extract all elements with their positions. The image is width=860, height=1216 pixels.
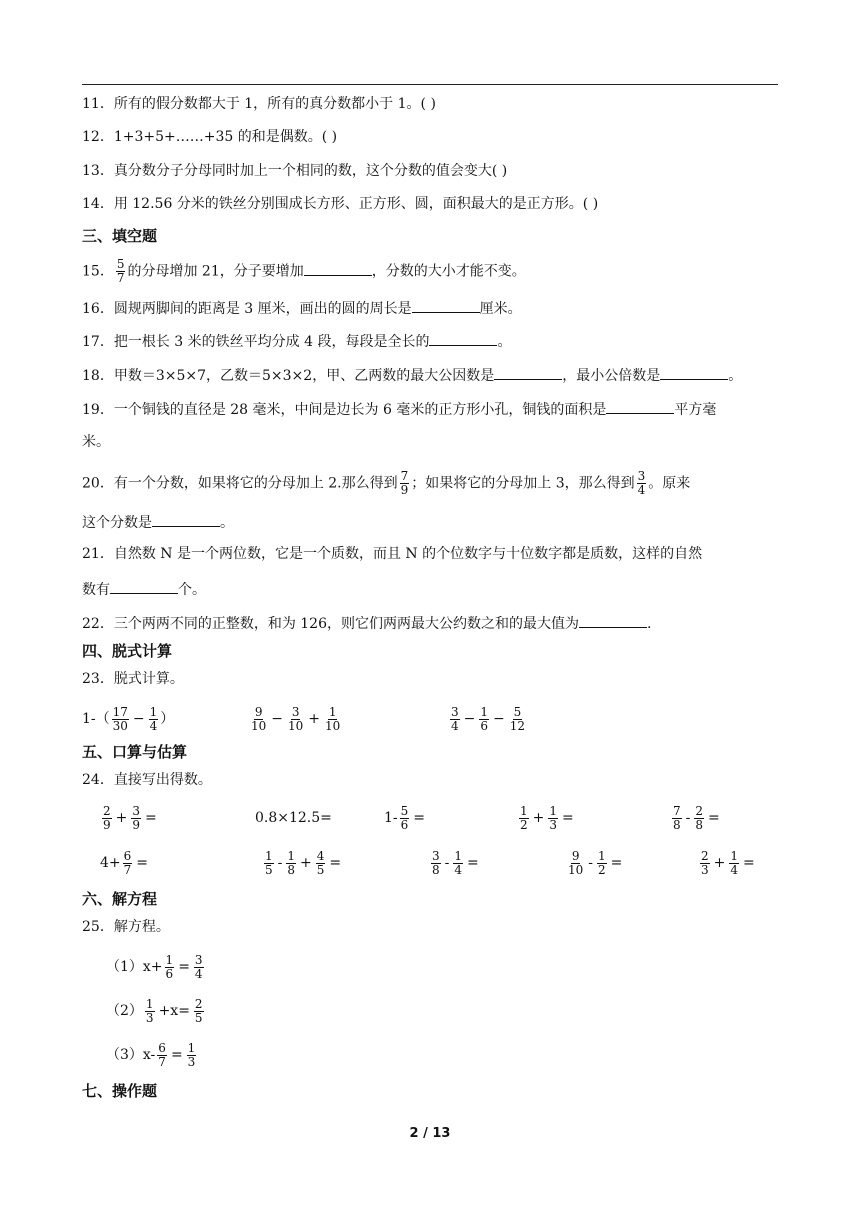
denominator: 5 (316, 862, 325, 877)
denominator: 4 (149, 718, 158, 733)
fraction (637, 470, 647, 497)
fraction (453, 850, 463, 877)
question-number: 21． (82, 546, 114, 562)
question-text: 。 (728, 368, 743, 384)
question-text: 一个铜钱的直径是 28 毫米，中间是边长为 6 毫米的正方形小孔，铜钱的面积是 (113, 402, 607, 418)
section-heading-fill-blank: 三、填空题 (82, 227, 158, 245)
fraction (450, 706, 460, 733)
fraction (102, 805, 112, 832)
answer-blank[interactable] (429, 330, 497, 346)
numerator: 1 (598, 848, 606, 863)
denominator: 3 (549, 817, 558, 832)
question-number: 22． (82, 616, 114, 632)
question-20 (82, 470, 690, 497)
question-text: 把一根长 3 米的铁丝平均分成 4 段，每段是全长的 (113, 334, 430, 350)
numerator: 9 (571, 848, 580, 863)
expr-text: （2） (106, 1003, 143, 1019)
question-text: 厘米。 (479, 301, 522, 317)
question-text: 圆规两脚间的距离是 3 厘米，画出的圆的周长是 (113, 301, 412, 317)
question-text: 。原来 (648, 475, 691, 492)
fraction (324, 706, 341, 733)
numerator: 5 (116, 257, 125, 271)
oral-item (384, 804, 427, 832)
operator: + (300, 855, 312, 871)
denominator: 3 (701, 862, 709, 877)
numerator: 6 (158, 1040, 166, 1055)
question-number: 18． (82, 368, 114, 384)
question-text: 。 (497, 334, 512, 350)
denominator: 10 (568, 862, 584, 877)
denominator: 4 (454, 862, 463, 877)
denominator: 10 (325, 718, 341, 733)
oral-item (517, 804, 576, 832)
question-text: 数有 (82, 582, 110, 598)
numerator: 2 (695, 803, 704, 818)
oral-item (429, 849, 481, 877)
fraction (264, 850, 274, 877)
numerator: 2 (194, 996, 203, 1011)
answer-blank[interactable] (152, 511, 220, 527)
fraction (149, 706, 159, 733)
question-22 (82, 612, 651, 634)
numerator: 3 (432, 848, 440, 863)
denominator: 9 (103, 817, 111, 832)
question-number: 25． (82, 919, 114, 935)
fraction (509, 706, 526, 733)
numerator: 6 (123, 848, 132, 863)
denominator: 30 (112, 718, 128, 733)
denominator: 3 (187, 1054, 196, 1069)
denominator: 3 (145, 1010, 154, 1025)
denominator: 7 (158, 1054, 166, 1069)
expr-text: ） (160, 711, 175, 727)
fraction (165, 954, 175, 981)
question-21-cont (82, 578, 206, 600)
operator: - (588, 855, 594, 871)
fraction (400, 805, 410, 832)
denominator: 9 (132, 817, 141, 832)
fraction (287, 706, 304, 733)
numerator: 4 (316, 848, 325, 863)
oral-item (565, 849, 624, 877)
fraction (116, 258, 126, 285)
denominator: 2 (598, 862, 606, 877)
answer-blank[interactable] (579, 612, 647, 628)
question-text: 平方毫 (674, 402, 717, 418)
question-text: 解方程。 (113, 919, 170, 935)
oral-item (100, 804, 159, 832)
denominator: 4 (194, 966, 203, 981)
fraction (548, 805, 558, 832)
denominator: 6 (480, 718, 489, 733)
numerator: 9 (254, 704, 263, 719)
operator: − (463, 711, 476, 727)
question-number: 16． (82, 301, 114, 317)
question-14 (82, 194, 598, 214)
numerator: 1 (165, 952, 174, 967)
expr-text: （1）x+ (106, 959, 163, 975)
answer-blank[interactable] (412, 297, 480, 313)
operator: = (413, 810, 426, 826)
operator: = (178, 959, 190, 975)
numerator: 17 (112, 704, 128, 719)
question-text: ；如果将它的分母加上 3，那么得到 (411, 475, 635, 492)
question-text: 自然数 N 是一个两位数，它是一个质数，而且 N 的个位数字与十位数字都是质数，这样的自然 (113, 546, 703, 562)
numerator: 5 (513, 704, 522, 719)
expr-text: 1- (384, 810, 398, 826)
denominator: 4 (637, 483, 646, 497)
operator: = (562, 810, 574, 826)
question-text: 直接写出得数。 (113, 772, 212, 788)
numerator: 1 (187, 1040, 196, 1055)
fraction (400, 470, 410, 497)
operator: − (132, 711, 145, 727)
numerator: 1 (549, 803, 558, 818)
numerator: 1 (480, 704, 489, 719)
question-20-cont (82, 511, 234, 533)
oral-item (100, 849, 150, 877)
question-number: 14． (82, 196, 114, 212)
fraction (250, 706, 267, 733)
question-23 (82, 669, 184, 689)
fraction (597, 850, 607, 877)
operator: + (115, 810, 128, 826)
fraction (145, 998, 155, 1025)
equation-1 (106, 953, 206, 981)
fraction (112, 706, 129, 733)
denominator: 9 (400, 483, 409, 497)
question-number: 11． (82, 96, 114, 112)
question-text: . (647, 616, 652, 632)
denominator: 12 (509, 718, 526, 733)
question-text: 有一个分数，如果将它的分母加上 2.那么得到 (113, 475, 398, 492)
question-text: 。 (220, 515, 234, 531)
question-text: ，最小公倍数是 (562, 368, 661, 384)
section-heading-step-calc: 四、脱式计算 (82, 642, 173, 660)
question-15 (82, 258, 526, 285)
section-heading-oral-calc: 五、口算与估算 (82, 743, 188, 761)
numerator: 2 (103, 803, 111, 818)
equation-3 (106, 1041, 198, 1069)
question-number: 20． (82, 475, 114, 492)
question-text: 这个分数是 (82, 515, 152, 531)
operator: = (170, 1047, 183, 1063)
answer-blank[interactable] (494, 364, 562, 380)
operator: − (271, 711, 284, 727)
answer-blank[interactable] (110, 578, 178, 594)
answer-blank[interactable] (660, 364, 728, 380)
fraction (194, 998, 204, 1025)
question-12 (82, 127, 337, 147)
denominator: 4 (730, 862, 739, 877)
question-number: 17． (82, 334, 114, 350)
numerator: 1 (145, 996, 154, 1011)
question-text: 甲数＝3×5×7，乙数＝5×3×2，甲、乙两数的最大公因数是 (113, 368, 495, 384)
operator: = (610, 855, 623, 871)
operator: = (136, 855, 149, 871)
question-text: 1+3+5+……+35 的和是偶数。( ) (113, 129, 338, 145)
fraction (187, 1042, 197, 1069)
numerator: 1 (454, 848, 463, 863)
calc-expression-3 (448, 705, 528, 733)
operator: - (685, 810, 691, 826)
numerator: 5 (400, 803, 409, 818)
oral-item (698, 849, 757, 877)
numerator: 3 (637, 469, 646, 483)
fraction (316, 850, 326, 877)
operator: +x= (158, 1003, 190, 1019)
denominator: 8 (287, 862, 296, 877)
oral-item (255, 804, 332, 832)
operator: - (444, 855, 450, 871)
question-text: 所有的假分数都大于 1，所有的真分数都小于 1。( ) (113, 96, 436, 112)
section-heading-operations: 七、操作题 (82, 1082, 158, 1100)
question-19-cont: 米。 (82, 434, 110, 450)
denominator: 7 (116, 271, 125, 285)
expr-text: 0.8×12.5= (255, 810, 332, 826)
numerator: 1 (328, 704, 337, 719)
operator: + (713, 855, 726, 871)
numerator: 1 (265, 848, 273, 863)
question-text: 脱式计算。 (113, 671, 184, 687)
calc-expression-1 (82, 705, 174, 733)
numerator: 1 (149, 704, 158, 719)
fraction (131, 805, 141, 832)
operator: + (308, 711, 321, 727)
fraction (694, 805, 704, 832)
question-18 (82, 364, 742, 386)
question-19 (82, 398, 716, 420)
numerator: 1 (520, 803, 528, 818)
fraction (194, 954, 204, 981)
numerator: 7 (673, 803, 681, 818)
question-16 (82, 297, 522, 319)
question-number: 24． (82, 772, 114, 788)
expr-text: 4+ (100, 855, 121, 871)
question-13 (82, 161, 507, 181)
numerator: 1 (287, 848, 296, 863)
oral-item (262, 849, 343, 877)
numerator: 3 (291, 704, 300, 719)
operator: = (467, 855, 479, 871)
numerator: 7 (400, 469, 409, 483)
fraction (431, 850, 441, 877)
header-rule (82, 84, 778, 85)
question-number: 12． (82, 129, 114, 145)
operator: = (329, 855, 342, 871)
fraction (672, 805, 682, 832)
denominator: 4 (451, 718, 459, 733)
question-text: ，分数的大小才能不变。 (371, 263, 526, 280)
question-number: 13． (82, 163, 114, 179)
operator: = (743, 855, 755, 871)
answer-blank[interactable] (304, 260, 372, 276)
denominator: 7 (123, 862, 132, 877)
fraction (157, 1042, 167, 1069)
fraction (286, 850, 296, 877)
question-17 (82, 330, 511, 352)
numerator: 1 (730, 848, 739, 863)
question-11 (82, 94, 436, 114)
section-heading-equations: 六、解方程 (82, 890, 158, 908)
operator: = (145, 810, 157, 826)
question-text: 真分数分子分母同时加上一个相同的数，这个分数的值会变大( ) (113, 163, 508, 179)
numerator: 3 (194, 952, 203, 967)
question-text: 用 12.56 分米的铁丝分别围成长方形、正方形、圆，面积最大的是正方形。( ) (113, 196, 599, 212)
operator: + (532, 810, 545, 826)
answer-blank[interactable] (606, 398, 674, 414)
numerator: 3 (132, 803, 141, 818)
denominator: 10 (288, 718, 304, 733)
expr-text: 1-（ (82, 711, 110, 727)
question-24 (82, 770, 212, 790)
question-text: 三个两两不同的正整数，和为 126，则它们两两最大公约数之和的最大值为 (113, 616, 579, 632)
calc-expression-2 (248, 705, 343, 733)
question-25 (82, 917, 170, 937)
operator: - (277, 855, 283, 871)
operator: − (493, 711, 505, 727)
equation-2 (106, 997, 206, 1025)
denominator: 8 (695, 817, 704, 832)
denominator: 8 (432, 862, 440, 877)
page-number: 2 / 13 (409, 1126, 451, 1141)
question-text: 个。 (178, 582, 206, 598)
denominator: 10 (251, 718, 267, 733)
denominator: 8 (673, 817, 681, 832)
oral-item (670, 804, 722, 832)
question-21 (82, 544, 702, 564)
denominator: 2 (520, 817, 528, 832)
question-number: 15． (82, 263, 114, 280)
numerator: 2 (701, 848, 709, 863)
expr-text: （3）x- (106, 1047, 156, 1063)
denominator: 6 (165, 966, 174, 981)
fraction (729, 850, 739, 877)
denominator: 5 (265, 862, 273, 877)
question-number: 19． (82, 402, 114, 418)
denominator: 5 (194, 1010, 203, 1025)
fraction (479, 706, 489, 733)
question-text: 的分母增加 21，分子要增加 (127, 263, 304, 280)
question-number: 23． (82, 671, 114, 687)
fraction (567, 850, 584, 877)
operator: = (708, 810, 720, 826)
denominator: 6 (400, 817, 409, 832)
fraction (123, 850, 133, 877)
numerator: 3 (451, 704, 459, 719)
fraction (519, 805, 529, 832)
fraction (700, 850, 710, 877)
